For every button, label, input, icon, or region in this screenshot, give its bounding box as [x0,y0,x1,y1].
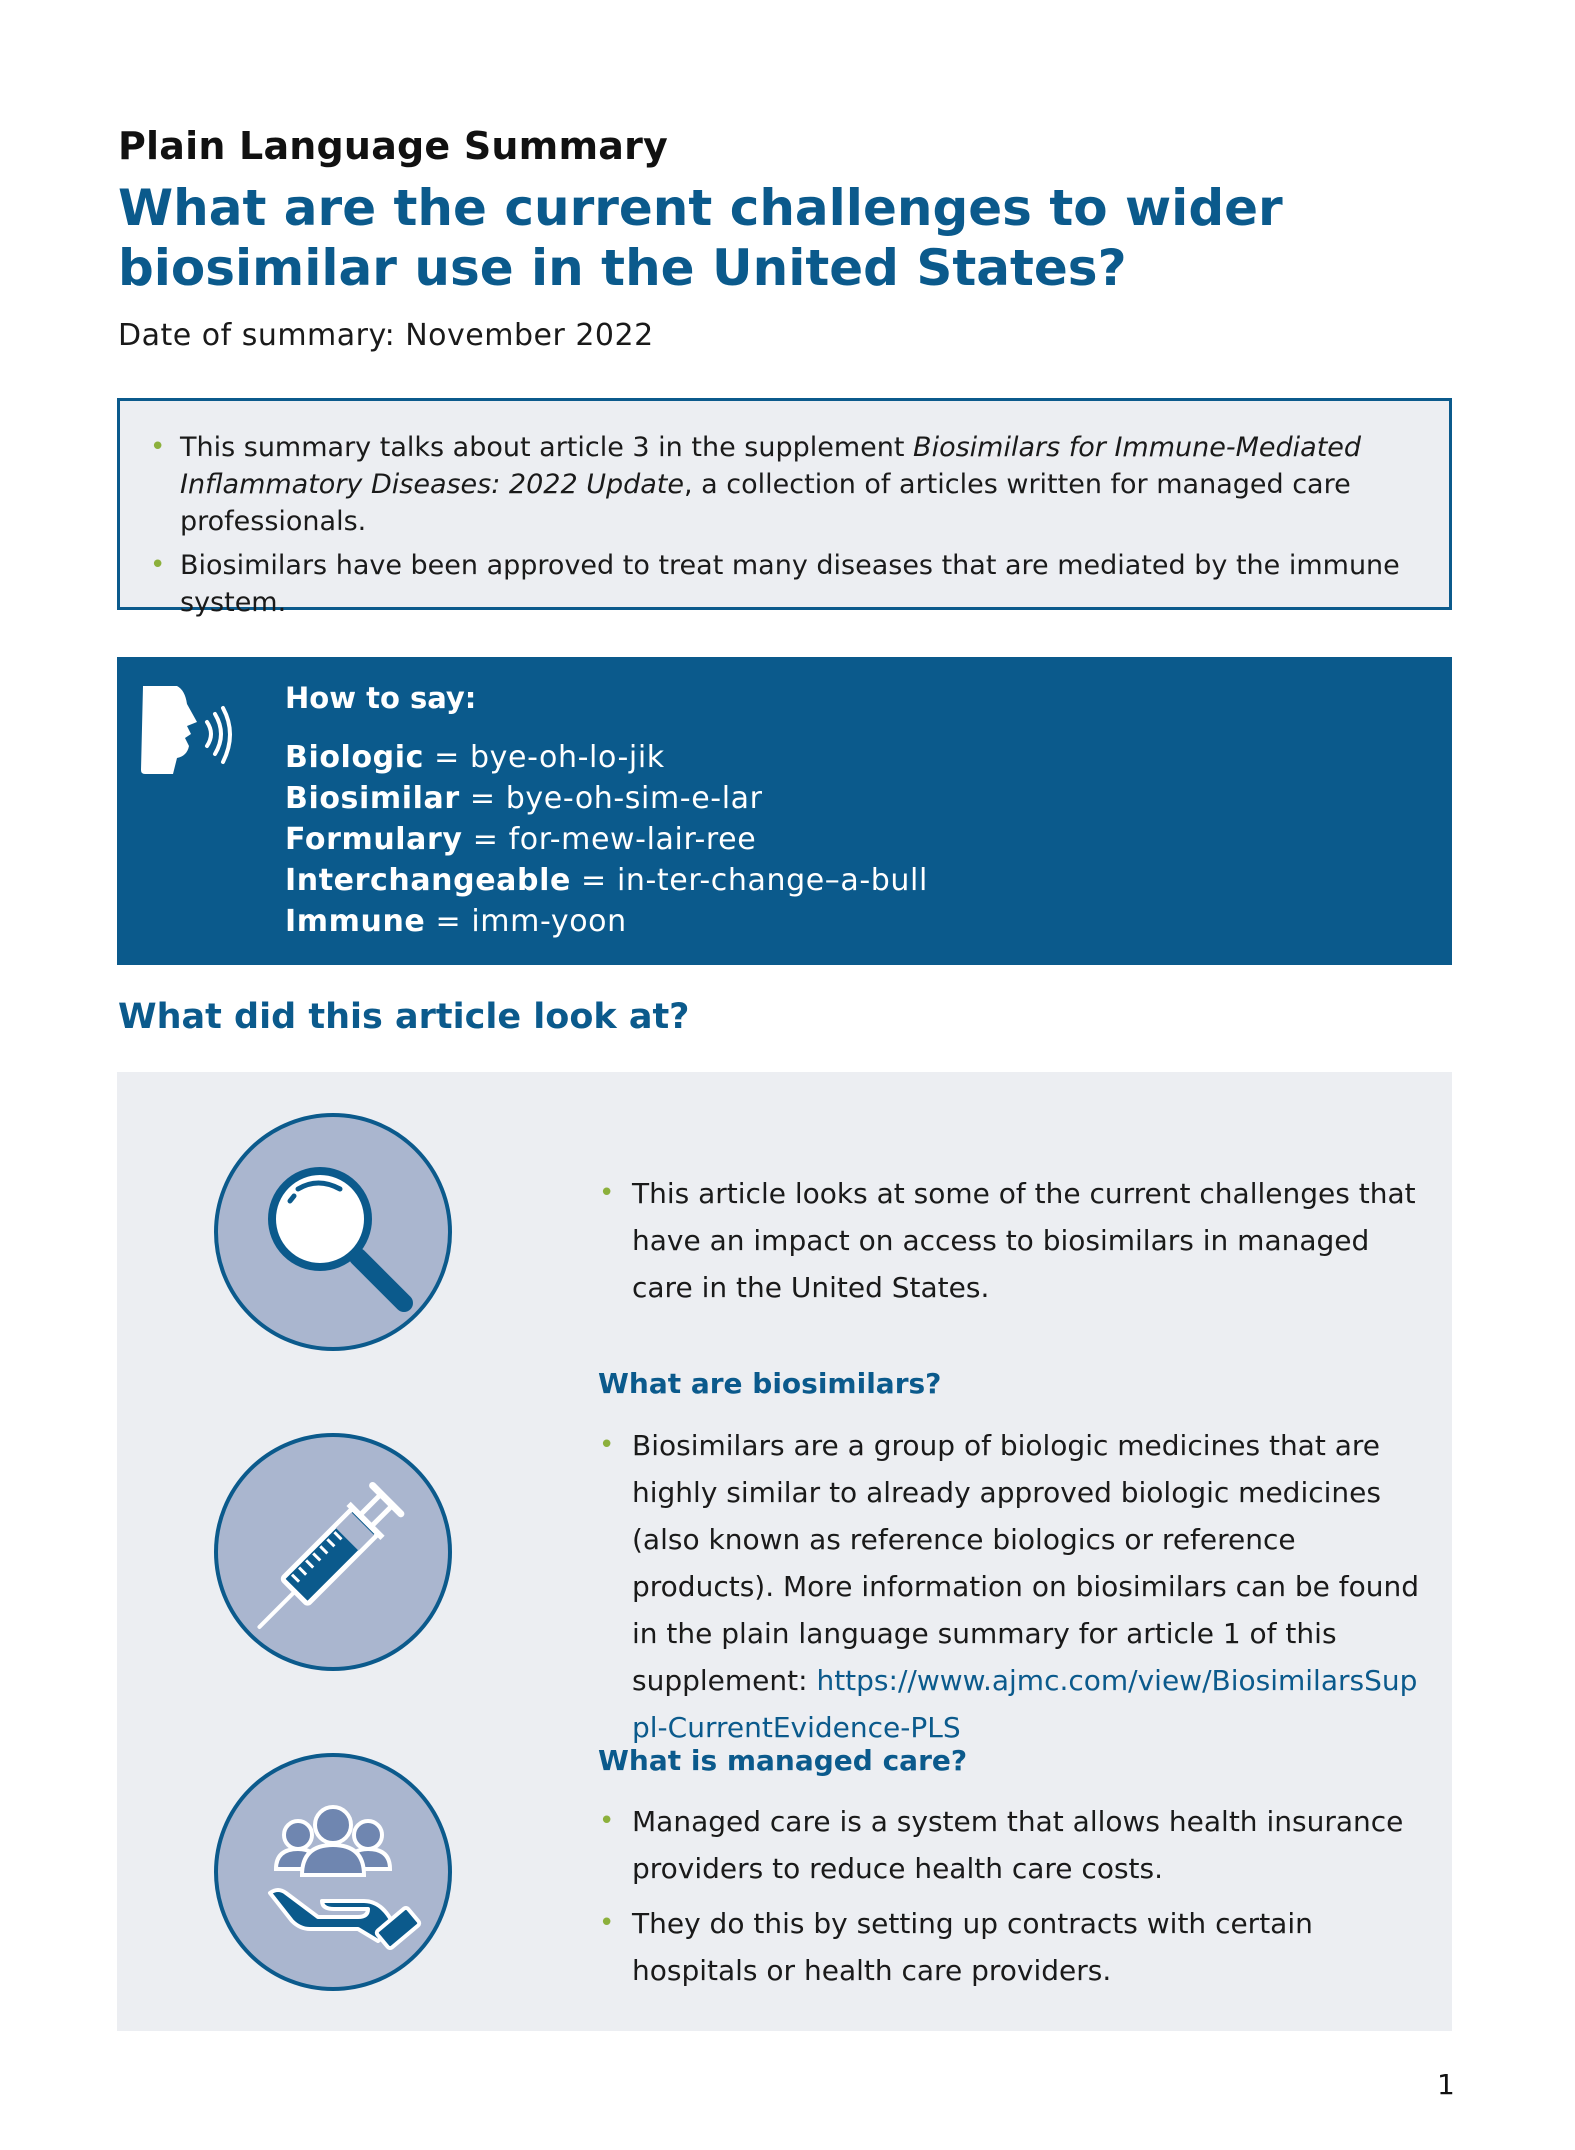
pronunciation-list [285,737,928,942]
term: Interchangeable [285,863,571,898]
list-item: • This article looks at some of the current challenges that have an impact on access to biosimilars in managed care in the United States. [599,1170,1429,1311]
equals: = [570,863,617,898]
equals: = [425,904,472,939]
syringe-icon [214,1433,452,1671]
pronunciation-item [285,819,928,860]
intro-bullet-block [599,1170,1429,1319]
intro-item [150,429,1429,540]
intro-item: • Biosimilars have been approved to treat many diseases that are mediated by the immune system. [150,547,1429,621]
intro-box [117,398,1452,618]
equals: = [459,781,506,816]
page-title: What are the current challenges to wider biosimilar use in the United States? [118,179,1283,297]
pronunciation-item [285,778,928,819]
managed-care-bullets [599,1798,1429,1994]
managed-care-heading: What is managed care? [598,1744,968,1777]
pronunciation: for-mew-lair-ree [508,822,757,857]
intro-list [120,401,1449,621]
document-kicker: Plain Language Summary [118,124,669,168]
magnifying-glass-icon [214,1113,452,1351]
pronunciation-box [117,657,1452,965]
intro-item-text: , a collection of articles written for managed care professionals. [180,469,1351,537]
pronunciation-item [285,737,928,778]
list-item-text: Biosimilars are a group of biologic medicines that are highly similar to already approved biologic medicines (also known as reference biologics or reference products). More information on biosimilars can be found in the plain language summary for article 1 of this supplement: [632,1429,1419,1697]
pronunciation: bye-oh-sim-e-lar [505,781,763,816]
intro-item-text: This summary talks about article 3 in the supplement [180,432,914,463]
pronunciation-title: How to say: [285,681,477,715]
people-in-hand-icon [214,1753,452,1991]
biosimilars-bullets [599,1422,1429,1751]
section-heading: What did this article look at? [118,997,690,1037]
equals: = [424,740,471,775]
pronunciation-item [285,860,928,901]
term: Biosimilar [285,781,460,816]
pronunciation: bye-oh-lo-jik [470,740,665,775]
managed-care-block [599,1798,1429,2002]
term: Biologic [285,740,424,775]
term: Formulary [285,822,463,857]
intro-bullets [599,1170,1429,1311]
list-item: • They do this by setting up contracts with certain hospitals or health care providers. [599,1900,1429,1994]
biosimilars-block [599,1422,1429,1759]
page-number: 1 [1437,2068,1455,2101]
list-item [599,1422,1429,1751]
equals: = [462,822,509,857]
article-panel [117,1072,1452,2031]
supplement-title: Biosimilars for Immune-Mediated Inflammatory Diseases: 2022 Update [180,432,1362,500]
pronunciation: in-ter-change–a-bull [616,863,928,898]
term: Immune [285,904,426,939]
speaking-head-icon [139,682,249,792]
biosimilars-heading: What are biosimilars? [598,1367,942,1400]
pronunciation-item [285,901,928,942]
summary-date: Date of summary: November 2022 [118,318,654,353]
article-1-link[interactable]: https://www.ajmc.com/view/BiosimilarsSuppl-CurrentEvidence-PLS [632,1664,1418,1744]
pronunciation: imm-yoon [471,904,627,939]
list-item: • Managed care is a system that allows health insurance providers to reduce health care costs. [599,1798,1429,1892]
